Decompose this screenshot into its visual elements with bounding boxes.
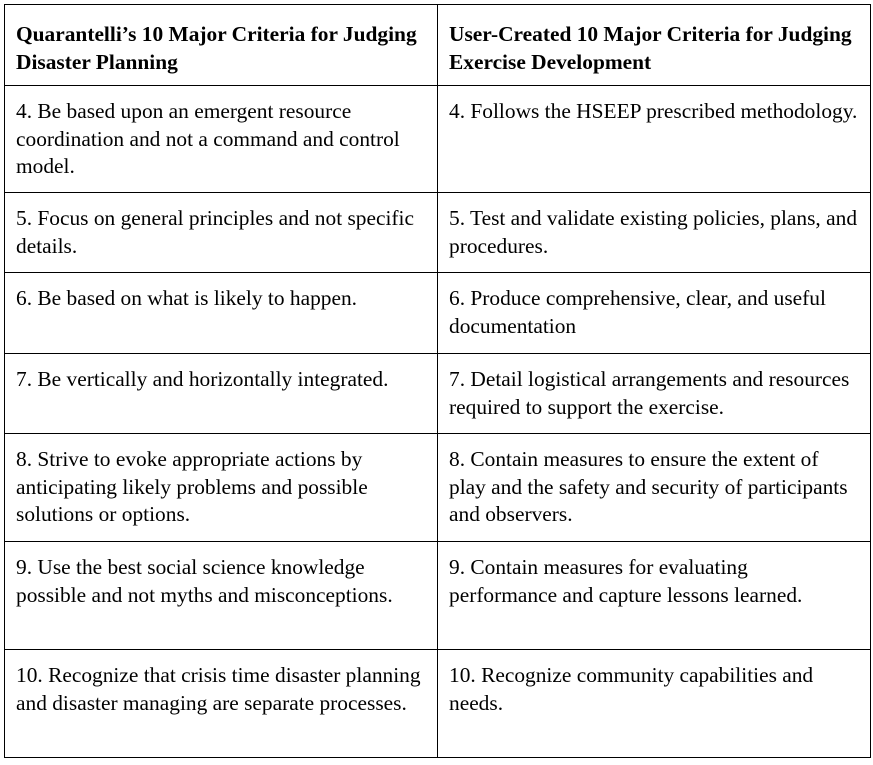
header-quarantelli-criteria: Quarantelli’s 10 Major Criteria for Judging Disaster Planning [5, 5, 438, 86]
quarantelli-criterion-5: 5. Focus on general principles and not specific details. [5, 193, 438, 273]
table-row [5, 650, 871, 758]
user-criterion-4: 4. Follows the HSEEP prescribed methodology. [438, 86, 871, 193]
user-criterion-6: 6. Produce comprehensive, clear, and useful documentation [438, 273, 871, 354]
table-row [5, 193, 871, 273]
quarantelli-criterion-6: 6. Be based on what is likely to happen. [5, 273, 438, 354]
table-header-row [5, 5, 871, 86]
table-row [5, 434, 871, 542]
table-row [5, 273, 871, 354]
table-row [5, 86, 871, 193]
quarantelli-criterion-7: 7. Be vertically and horizontally integrated. [5, 354, 438, 434]
quarantelli-criterion-8: 8. Strive to evoke appropriate actions by anticipating likely problems and possible solutions or options. [5, 434, 438, 542]
user-criterion-7: 7. Detail logistical arrangements and resources required to support the exercise. [438, 354, 871, 434]
user-criterion-10: 10. Recognize community capabilities and needs. [438, 650, 871, 758]
table-row [5, 542, 871, 650]
quarantelli-criterion-10: 10. Recognize that crisis time disaster planning and disaster managing are separate processes. [5, 650, 438, 758]
user-criterion-9: 9. Contain measures for evaluating performance and capture lessons learned. [438, 542, 871, 650]
criteria-table-container [4, 4, 871, 758]
criteria-comparison-table [4, 4, 871, 758]
user-criterion-5: 5. Test and validate existing policies, plans, and procedures. [438, 193, 871, 273]
table-row [5, 354, 871, 434]
header-user-created-criteria: User-Created 10 Major Criteria for Judging Exercise Development [438, 5, 871, 86]
user-criterion-8: 8. Contain measures to ensure the extent of play and the safety and security of participants and observers. [438, 434, 871, 542]
quarantelli-criterion-4: 4. Be based upon an emergent resource coordination and not a command and control model. [5, 86, 438, 193]
quarantelli-criterion-9: 9. Use the best social science knowledge possible and not myths and misconceptions. [5, 542, 438, 650]
